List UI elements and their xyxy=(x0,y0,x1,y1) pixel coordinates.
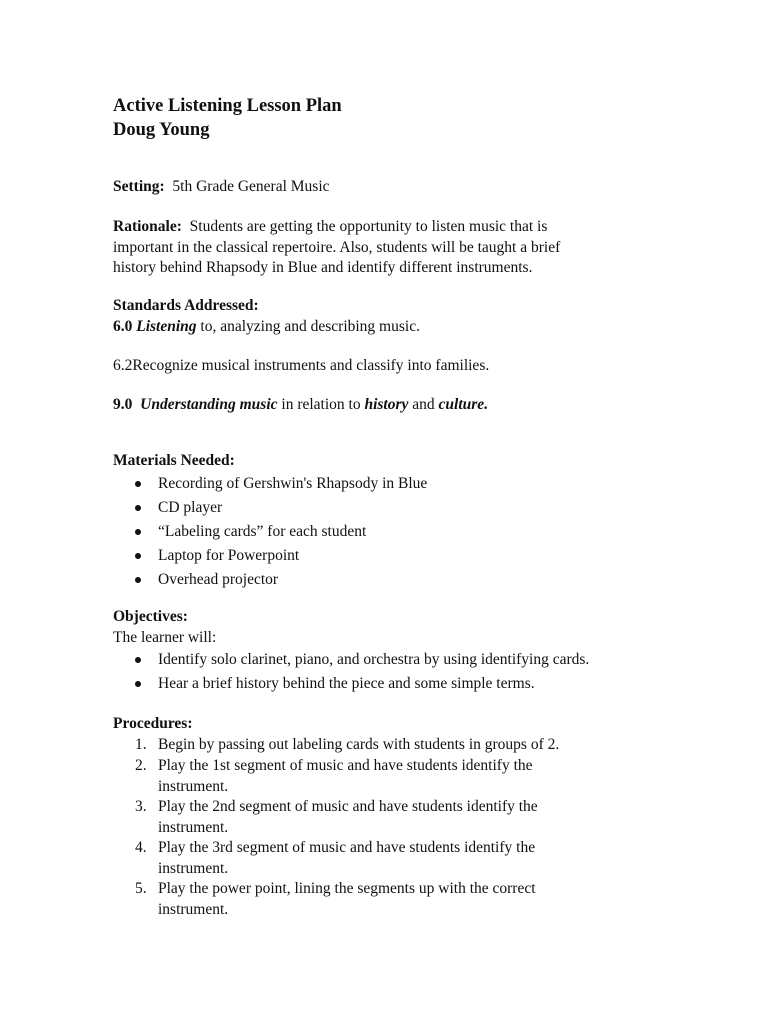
list-item: Overhead projector xyxy=(113,568,653,592)
standard-keyword: Listening xyxy=(136,317,197,335)
objectives-heading: Objectives: xyxy=(113,608,188,625)
bullet-icon xyxy=(135,553,141,559)
standard-keyword: Understanding music xyxy=(140,396,278,413)
standards-section xyxy=(113,296,653,337)
list-item: 3. Play the 2nd segment of music and have students identify the instrument. xyxy=(135,798,538,836)
step-number: 5. xyxy=(135,880,147,897)
list-item: 5. Play the power point, lining the segments up with the correct instrument. xyxy=(135,880,536,918)
setting-label: Setting: xyxy=(113,178,165,195)
rationale-line-3: history behind Rhapsody in Blue and identify different instruments. xyxy=(113,259,533,276)
standard-number: 6.0 xyxy=(113,317,133,335)
lesson-title: Active Listening Lesson Plan xyxy=(113,96,342,116)
standard-6-2: 6.2Recognize musical instruments and classify into families. xyxy=(113,357,490,374)
standard-keyword: history xyxy=(364,396,409,413)
standard-keyword: culture. xyxy=(438,396,489,413)
standard-6-0 xyxy=(113,317,653,338)
rationale-line-2: important in the classical repertoire. Also, students will be taught a brief xyxy=(113,238,561,256)
list-item: 1. Begin by passing out labeling cards with students in groups of 2. xyxy=(113,735,653,756)
materials-section xyxy=(113,451,653,592)
objectives-list xyxy=(113,648,653,696)
rationale-label: Rationale: xyxy=(113,218,182,235)
bullet-icon xyxy=(135,577,141,583)
objectives-intro: The learner will: xyxy=(113,628,217,646)
procedures-list xyxy=(113,735,653,921)
document-title xyxy=(113,94,653,142)
list-item: Hear a brief history behind the piece and some simple terms. xyxy=(113,672,653,696)
list-item: Identify solo clarinet, piano, and orchestra by using identifying cards. xyxy=(113,648,653,672)
standards-heading: Standards Addressed: xyxy=(113,297,259,314)
list-item: 4. Play the 3rd segment of music and have students identify the instrument. xyxy=(135,839,536,877)
standard-text: to, analyzing and describing music. xyxy=(200,317,420,335)
materials-list xyxy=(113,472,653,592)
author-name: Doug Young xyxy=(113,120,210,140)
procedures-section xyxy=(113,714,653,920)
setting-text: 5th Grade General Music xyxy=(172,178,330,195)
standard-text: in relation to xyxy=(281,396,361,413)
bullet-icon xyxy=(135,505,141,511)
list-item: Laptop for Powerpoint xyxy=(113,544,653,568)
standard-9-0 xyxy=(113,395,653,416)
procedures-heading: Procedures: xyxy=(113,715,193,732)
bullet-icon xyxy=(135,657,141,663)
materials-heading: Materials Needed: xyxy=(113,452,235,469)
objectives-section xyxy=(113,607,653,696)
step-number: 4. xyxy=(135,839,147,856)
step-number: 3. xyxy=(135,798,147,815)
standard-text: and xyxy=(412,396,435,413)
setting-section xyxy=(113,177,653,198)
bullet-icon xyxy=(135,481,141,487)
list-item: CD player xyxy=(113,496,653,520)
standard-number: 9.0 xyxy=(113,396,133,413)
step-number: 2. xyxy=(135,757,147,774)
list-item: 2. Play the 1st segment of music and have students identify the instrument. xyxy=(135,757,533,795)
rationale-section xyxy=(113,217,653,279)
bullet-icon xyxy=(135,681,141,687)
step-number: 1. xyxy=(135,735,147,753)
bullet-icon xyxy=(135,529,141,535)
list-item: Recording of Gershwin's Rhapsody in Blue xyxy=(113,472,653,496)
rationale-line-1: Students are getting the opportunity to listen music that is xyxy=(189,218,548,235)
list-item: “Labeling cards” for each student xyxy=(113,520,653,544)
